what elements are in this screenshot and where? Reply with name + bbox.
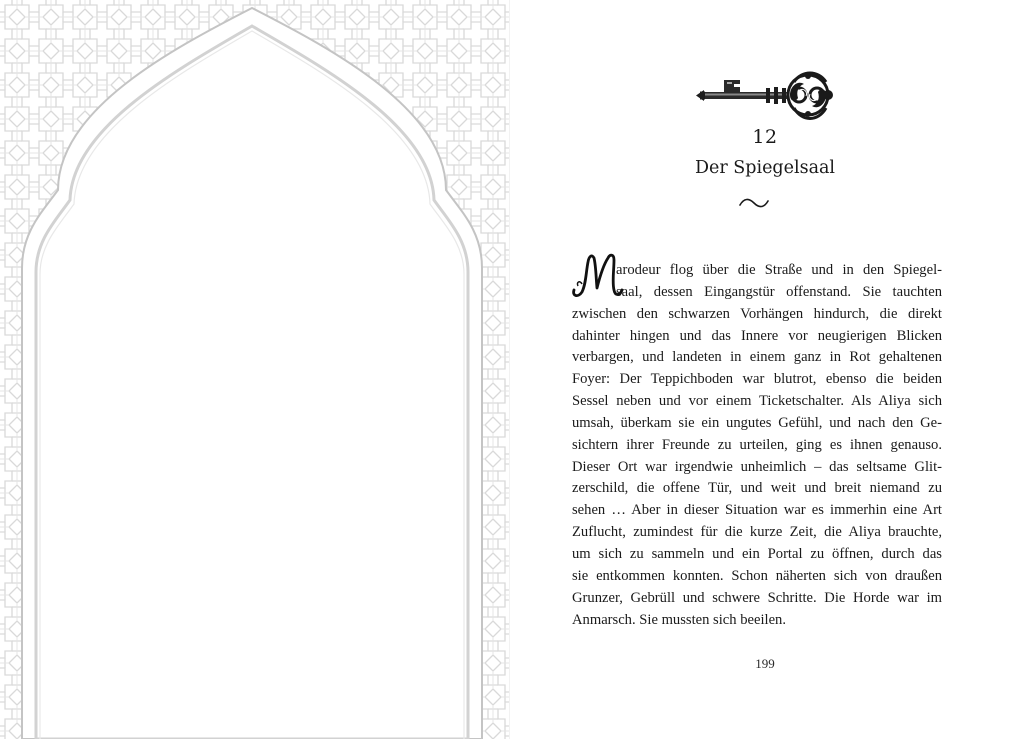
paragraph-line: Anmarsch. Sie mussten sich beeilen. [572,611,786,628]
chapter-paragraph [572,260,942,631]
paragraph-line: um sich zu sammeln und ein Portal zu öffnen, durch das [572,545,942,562]
paragraph-line: Zuflucht, zumindest für die kurze Zeit, die Aliya brauchte, [572,524,942,541]
paragraph-line: Foyer: Der Teppichboden war blutrot, ebenso die beiden [572,371,942,388]
paragraph-line: sichtern ihrer Freunde zu urteilen, ging es ihnen genauso. [572,436,942,453]
paragraph-line: zerschild, die offene Tür, und weit und breit niemand zu [572,480,942,497]
paragraph-line: verbargen, und landeten in einem ganz in Rot gehaltenen [572,349,942,366]
paragraph-line: umsah, überkam sie ein ungutes Gefühl, und nach den Ge- [572,414,942,431]
paragraph-line: Grunzer, Gebrüll und schwere Schritte. Die Horde war im [572,589,942,606]
page-number: 199 [755,656,775,671]
right-page [510,0,1020,739]
paragraph-line: dahinter hingen und das Innere vor neugierigen Blicken [572,327,942,344]
paragraph-line: saal, dessen Eingangstür offenstand. Sie tauchten [616,283,942,300]
chapter-title: Der Spiegelsaal [694,158,836,178]
paragraph-line: Sessel neben und vor einem Ticketschalter. Als Aliya sich [572,393,942,410]
paragraph-line: zwischen den schwarzen Vorhängen hindurch, die direkt [572,305,942,322]
tilde-swash-icon [738,196,770,210]
paragraph-line: sehen … Aber in dieser Situation war es immerhin eine Art [572,502,942,519]
drop-cap-letter: M [570,252,572,253]
paragraph-line: arodeur flog über die Straße und in den Spiegel- [616,262,942,278]
paragraph-line: Dieser Ort war irgendwie unheimlich – das seltsame Glit- [572,458,942,475]
chapter-number: 12 [752,126,778,148]
paragraph-line: sie entkommen konnten. Schon näherten sich von draußen [572,567,942,584]
skeleton-key-icon [694,66,836,130]
